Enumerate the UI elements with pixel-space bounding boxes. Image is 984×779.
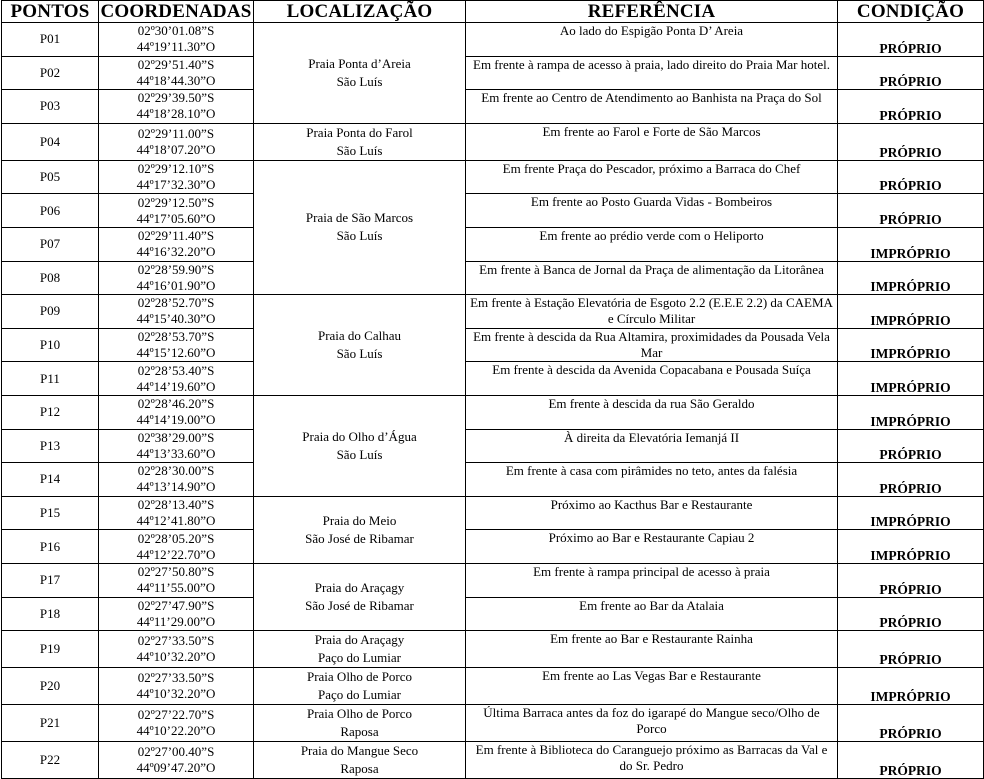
- coordinates-cell: [99, 227, 254, 261]
- reference-cell: Em frente ao prédio verde com o Heliporto: [466, 227, 838, 261]
- condition-cell: IMPRÓPRIO: [838, 668, 984, 705]
- city-name: São Luís: [336, 346, 383, 362]
- ponto-cell: P04: [2, 123, 99, 160]
- city-name: São Luís: [336, 228, 383, 244]
- coordinates-cell: [99, 23, 254, 57]
- location-cell: [254, 742, 466, 779]
- beach-name: Praia do Meio: [322, 512, 397, 528]
- reference-cell: Em frente à casa com pirâmides no teto, antes da falésia: [466, 463, 838, 497]
- coordinates-cell: [99, 631, 254, 668]
- city-name: São Luís: [336, 142, 383, 158]
- coordinates-cell: [99, 123, 254, 160]
- longitude: 44º14’19.00”O: [136, 412, 216, 428]
- beach-name: Praia Olho de Porco: [306, 669, 413, 685]
- location-cell: [254, 631, 466, 668]
- location-cell: [254, 395, 466, 496]
- beach-name: Praia de São Marcos: [305, 210, 414, 226]
- latitude: 02º27’33.50”S: [137, 670, 215, 686]
- condition-cell: IMPRÓPRIO: [838, 295, 984, 329]
- location-cell: [254, 496, 466, 563]
- longitude: 44º17’32.30”O: [136, 177, 216, 193]
- condition-cell: PRÓPRIO: [838, 705, 984, 742]
- latitude: 02º29’11.40”S: [137, 228, 215, 244]
- location-cell: [254, 160, 466, 294]
- longitude: 44º10’32.20”O: [136, 649, 216, 665]
- city-name: Raposa: [340, 724, 379, 740]
- reference-cell: Em frente Praça do Pescador, próximo a Barraca do Chef: [466, 160, 838, 194]
- condition-cell: PRÓPRIO: [838, 597, 984, 631]
- condition-cell: PRÓPRIO: [838, 631, 984, 668]
- header-condicao: CONDIÇÃO: [838, 1, 984, 23]
- ponto-cell: P05: [2, 160, 99, 194]
- longitude: 44º14’19.60”O: [136, 378, 216, 394]
- condition-cell: PRÓPRIO: [838, 23, 984, 57]
- longitude: 44º15’12.60”O: [136, 345, 216, 361]
- table-row: [2, 362, 984, 396]
- reference-cell: Em frente ao Posto Guarda Vidas - Bombeiros: [466, 194, 838, 228]
- longitude: 44º19’11.30”O: [136, 39, 216, 55]
- condition-cell: PRÓPRIO: [838, 123, 984, 160]
- longitude: 44º16’01.90”O: [136, 277, 216, 293]
- table-body: [2, 23, 984, 779]
- reference-cell: Em frente ao Centro de Atendimento ao Banhista na Praça do Sol: [466, 90, 838, 124]
- latitude: 02º28’46.20”S: [137, 396, 215, 412]
- ponto-cell: P08: [2, 261, 99, 295]
- table-row: [2, 705, 984, 742]
- table-row: [2, 395, 984, 429]
- city-name: São Luís: [336, 446, 383, 462]
- condition-cell: PRÓPRIO: [838, 463, 984, 497]
- city-name: São José de Ribamar: [305, 530, 414, 546]
- ponto-cell: P07: [2, 227, 99, 261]
- reference-cell: Em frente à descida da rua São Geraldo: [466, 395, 838, 429]
- coordinates-cell: [99, 668, 254, 705]
- coordinates-cell: [99, 563, 254, 597]
- coordinates-cell: [99, 160, 254, 194]
- table-row: [2, 463, 984, 497]
- ponto-cell: P10: [2, 328, 99, 362]
- coordinates-cell: [99, 194, 254, 228]
- longitude: 44º12’41.80”O: [136, 513, 216, 529]
- latitude: 02º28’52.70”S: [137, 295, 215, 311]
- condition-cell: PRÓPRIO: [838, 742, 984, 779]
- location-cell: [254, 705, 466, 742]
- city-name: São José de Ribamar: [305, 598, 414, 613]
- latitude: 02º27’33.50”S: [137, 633, 215, 649]
- city-name: Paço do Lumiar: [317, 687, 402, 703]
- ponto-cell: P15: [2, 496, 99, 530]
- coordinates-cell: [99, 56, 254, 90]
- table-row: [2, 563, 984, 597]
- table-row: [2, 90, 984, 124]
- table-row: [2, 227, 984, 261]
- beach-name: Praia Olho de Porco: [306, 706, 413, 722]
- table-row: [2, 496, 984, 530]
- coordinates-cell: [99, 597, 254, 631]
- table-row: [2, 328, 984, 362]
- longitude: 44º10’22.20”O: [136, 723, 216, 739]
- reference-cell: Ao lado do Espigão Ponta D’ Areia: [466, 23, 838, 57]
- header-referencia: REFERÊNCIA: [466, 1, 838, 23]
- header-pontos: PONTOS: [2, 1, 99, 23]
- reference-cell: Em frente à rampa principal de acesso à praia: [466, 563, 838, 597]
- reference-cell: Em frente à rampa de acesso à praia, lado direito do Praia Mar hotel.: [466, 56, 838, 90]
- coordinates-cell: [99, 530, 254, 564]
- ponto-cell: P22: [2, 742, 99, 779]
- reference-cell: Em frente à Estação Elevatória de Esgoto 2.2 (E.E.E 2.2) da CAEMA e Círculo Militar: [466, 295, 838, 329]
- ponto-cell: P18: [2, 597, 99, 631]
- latitude: 02º27’47.90”S: [137, 597, 215, 613]
- latitude: 02º28’13.40”S: [137, 497, 215, 513]
- longitude: 44º09’47.20”O: [136, 760, 216, 776]
- longitude: 44º11’55.00”O: [136, 580, 216, 596]
- coordinates-cell: [99, 463, 254, 497]
- header-row: [2, 1, 984, 23]
- coordinates-cell: [99, 362, 254, 396]
- coordinates-cell: [99, 295, 254, 329]
- latitude: 02º29’39.50”S: [137, 90, 215, 106]
- location-cell: [254, 123, 466, 160]
- coordinates-cell: [99, 261, 254, 295]
- table-row: [2, 261, 984, 295]
- ponto-cell: P13: [2, 429, 99, 463]
- coordinates-cell: [99, 395, 254, 429]
- beach-name: Praia do Araçagy: [314, 580, 405, 595]
- latitude: 02º29’11.00”S: [137, 125, 215, 141]
- beach-name: Praia do Calhau: [317, 328, 402, 344]
- condition-cell: PRÓPRIO: [838, 90, 984, 124]
- coordinates-cell: [99, 328, 254, 362]
- longitude: 44º15’40.30”O: [136, 311, 216, 327]
- latitude: 02º30’01.08”S: [137, 23, 215, 39]
- table-row: [2, 597, 984, 631]
- location-cell: [254, 668, 466, 705]
- ponto-cell: P11: [2, 362, 99, 396]
- longitude: 44º16’32.20”O: [136, 244, 216, 260]
- longitude: 44º12’22.70”O: [136, 546, 216, 562]
- longitude: 44º10’32.20”O: [136, 686, 216, 702]
- city-name: Raposa: [340, 761, 379, 777]
- table-row: [2, 295, 984, 329]
- longitude: 44º13’33.60”O: [136, 445, 216, 461]
- latitude: 02º28’53.40”S: [137, 362, 215, 378]
- condition-cell: IMPRÓPRIO: [838, 261, 984, 295]
- table-row: [2, 742, 984, 779]
- latitude: 02º29’51.40”S: [137, 56, 215, 72]
- ponto-cell: P14: [2, 463, 99, 497]
- city-name: São Luís: [336, 73, 383, 89]
- latitude: 02º28’30.00”S: [137, 463, 215, 479]
- longitude: 44º17’05.60”O: [136, 210, 216, 226]
- beach-name: Praia do Araçagy: [314, 632, 405, 648]
- ponto-cell: P06: [2, 194, 99, 228]
- coordinates-cell: [99, 90, 254, 124]
- ponto-cell: P20: [2, 668, 99, 705]
- coordinates-cell: [99, 496, 254, 530]
- condition-cell: IMPRÓPRIO: [838, 362, 984, 396]
- condition-cell: PRÓPRIO: [838, 563, 984, 597]
- table-row: [2, 194, 984, 228]
- latitude: 02º29’12.50”S: [137, 194, 215, 210]
- table-row: [2, 123, 984, 160]
- reference-cell: Em frente ao Bar da Atalaia: [466, 597, 838, 631]
- reference-cell: Em frente ao Bar e Restaurante Rainha: [466, 631, 838, 668]
- longitude: 44º18’28.10”O: [136, 106, 216, 122]
- header-localizacao: LOCALIZAÇÃO: [254, 1, 466, 23]
- ponto-cell: P01: [2, 23, 99, 57]
- reference-cell: Última Barraca antes da foz do igarapé do Mangue seco/Olho de Porco: [466, 705, 838, 742]
- table-row: [2, 530, 984, 564]
- reference-cell: À direita da Elevatória Iemanjá II: [466, 429, 838, 463]
- latitude: 02º29’12.10”S: [137, 161, 215, 177]
- beach-name: Praia Ponta d’Areia: [308, 55, 411, 71]
- table-row: [2, 23, 984, 57]
- reference-cell: Em frente à descida da Avenida Copacabana e Pousada Suíça: [466, 362, 838, 396]
- ponto-cell: P09: [2, 295, 99, 329]
- reference-cell: Próximo ao Kacthus Bar e Restaurante: [466, 496, 838, 530]
- reference-cell: Em frente ao Farol e Forte de São Marcos: [466, 123, 838, 160]
- beach-name: Praia Ponta do Farol: [306, 124, 413, 140]
- latitude: 02º28’05.20”S: [137, 530, 215, 546]
- latitude: 02º27’00.40”S: [137, 744, 215, 760]
- coordinates-cell: [99, 742, 254, 779]
- longitude: 44º18’07.20”O: [136, 141, 216, 157]
- condition-cell: IMPRÓPRIO: [838, 328, 984, 362]
- condition-cell: PRÓPRIO: [838, 194, 984, 228]
- table-row: [2, 631, 984, 668]
- location-cell: [254, 23, 466, 124]
- beach-name: Praia do Olho d’Água: [302, 428, 417, 444]
- reference-cell: Em frente à Biblioteca do Caranguejo próximo as Barracas da Val e do Sr. Pedro: [466, 742, 838, 779]
- condition-cell: IMPRÓPRIO: [838, 496, 984, 530]
- condition-cell: PRÓPRIO: [838, 429, 984, 463]
- condition-cell: PRÓPRIO: [838, 160, 984, 194]
- reference-cell: Próximo ao Bar e Restaurante Capiau 2: [466, 530, 838, 564]
- condition-cell: IMPRÓPRIO: [838, 227, 984, 261]
- reference-cell: Em frente à Banca de Jornal da Praça de alimentação da Litorânea: [466, 261, 838, 295]
- table-row: [2, 668, 984, 705]
- table-row: [2, 429, 984, 463]
- coordinates-cell: [99, 429, 254, 463]
- ponto-cell: P21: [2, 705, 99, 742]
- water-quality-table: [1, 0, 984, 779]
- ponto-cell: P19: [2, 631, 99, 668]
- ponto-cell: P03: [2, 90, 99, 124]
- longitude: 44º13’14.90”O: [136, 479, 216, 495]
- longitude: 44º11’29.00”O: [136, 613, 216, 629]
- location-cell: [254, 295, 466, 396]
- latitude: 02º28’53.70”S: [137, 329, 215, 345]
- ponto-cell: P02: [2, 56, 99, 90]
- condition-cell: IMPRÓPRIO: [838, 530, 984, 564]
- latitude: 02º27’22.70”S: [137, 707, 215, 723]
- ponto-cell: P16: [2, 530, 99, 564]
- longitude: 44º18’44.30”O: [136, 72, 216, 88]
- condition-cell: PRÓPRIO: [838, 56, 984, 90]
- ponto-cell: P17: [2, 563, 99, 597]
- ponto-cell: P12: [2, 395, 99, 429]
- table-row: [2, 160, 984, 194]
- header-coordenadas: COORDENADAS: [100, 1, 252, 22]
- latitude: 02º38’29.00”S: [137, 429, 215, 445]
- city-name: Paço do Lumiar: [317, 650, 402, 666]
- table-row: [2, 56, 984, 90]
- latitude: 02º28’59.90”S: [137, 261, 215, 277]
- coordinates-cell: [99, 705, 254, 742]
- condition-cell: IMPRÓPRIO: [838, 395, 984, 429]
- reference-cell: Em frente à descida da Rua Altamira, proximidades da Pousada Vela Mar: [466, 328, 838, 362]
- beach-name: Praia do Mangue Seco: [300, 743, 419, 759]
- reference-cell: Em frente ao Las Vegas Bar e Restaurante: [466, 668, 838, 705]
- location-cell: [254, 563, 466, 630]
- latitude: 02º27’50.80”S: [137, 564, 215, 580]
